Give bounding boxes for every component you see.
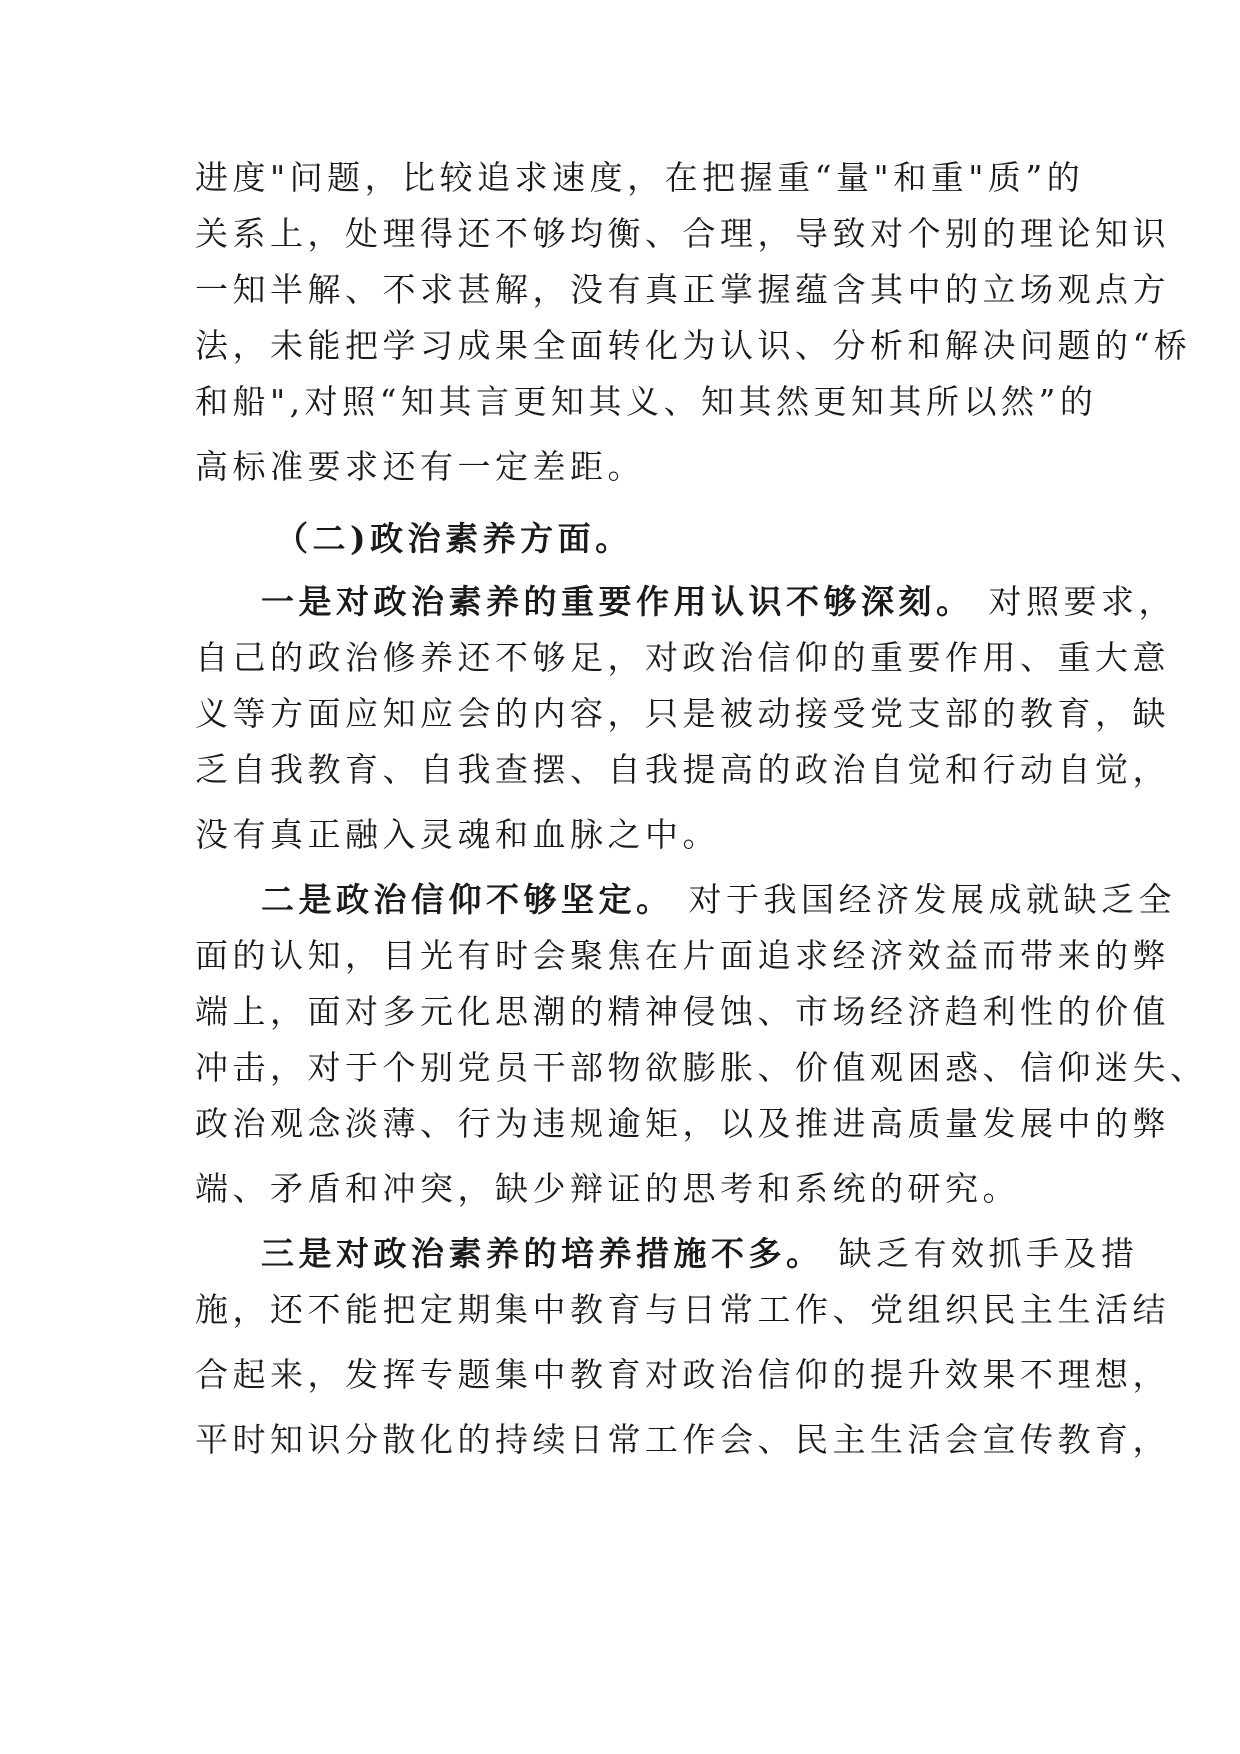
paragraph-line: 自己的政治修养还不够足，对政治信仰的重要作用、重大意 — [195, 638, 1170, 677]
item1-first-line — [195, 574, 1176, 630]
paragraph-line: 进度"问题，比较追求速度，在把握重“量"和重"质”的 — [195, 158, 1085, 197]
paragraph-line: 关系上，处理得还不够均衡、合理，导致对个别的理论知识 — [195, 214, 1170, 253]
document-body — [195, 150, 1208, 1468]
item2-lead: 二是政治信仰不够坚定。 — [261, 880, 674, 919]
paragraph-line: 和船",对照“知其言更知其义、知其然更知其所以然”的 — [195, 382, 1098, 421]
paragraph-line: 合起来，发挥专题集中教育对政治信仰的提升效果不理想， — [195, 1355, 1170, 1394]
paragraph-line: 平时知识分散化的持续日常工作会、民主生活会宣传教育， — [195, 1420, 1170, 1459]
item2-first-line — [195, 872, 1176, 928]
paragraph-line: 冲击，对于个别党员干部物欲膨胀、价值观困惑、信仰迷失、 — [195, 1048, 1208, 1087]
paragraph-line: 乏自我教育、自我查摆、自我提高的政治自觉和行动自觉， — [195, 750, 1170, 789]
item1-lead: 一是对政治素养的重要作用认识不够深刻。 — [261, 582, 974, 621]
paragraph-line: 义等方面应知应会的内容，只是被动接受党支部的教育，缺 — [195, 694, 1170, 733]
paragraph-line: 没有真正融入灵魂和血脉之中。 — [195, 815, 720, 854]
item2-first-rest: 对于我国经济发展成就缺乏全 — [673, 880, 1176, 919]
section-heading: （二)政治素养方面。 — [275, 519, 633, 558]
paragraph-line: 法，未能把学习成果全面转化为认识、分析和解决问题的“桥 — [195, 326, 1192, 365]
item3-first-line — [195, 1226, 1139, 1282]
paragraph-line: 端、矛盾和冲突，缺少辩证的思考和系统的研究。 — [195, 1169, 1020, 1208]
item1-first-rest: 对照要求， — [973, 582, 1176, 621]
paragraph-line: 一知半解、不求甚解，没有真正掌握蕴含其中的立场观点方 — [195, 270, 1170, 309]
item3-lead: 三是对政治素养的培养措施不多。 — [261, 1234, 824, 1273]
paragraph-line: 面的认知，目光有时会聚焦在片面追求经济效益而带来的弊 — [195, 936, 1170, 975]
paragraph-line: 端上，面对多元化思潮的精神侵蚀、市场经济趋利性的价值 — [195, 992, 1170, 1031]
item3-first-rest: 缺乏有效抓手及措 — [823, 1234, 1139, 1273]
paragraph-line: 施，还不能把定期集中教育与日常工作、党组织民主生活结 — [195, 1290, 1170, 1329]
paragraph-line: 高标准要求还有一定差距。 — [195, 447, 645, 486]
paragraph-line: 政治观念淡薄、行为违规逾矩，以及推进高质量发展中的弊 — [195, 1104, 1170, 1143]
